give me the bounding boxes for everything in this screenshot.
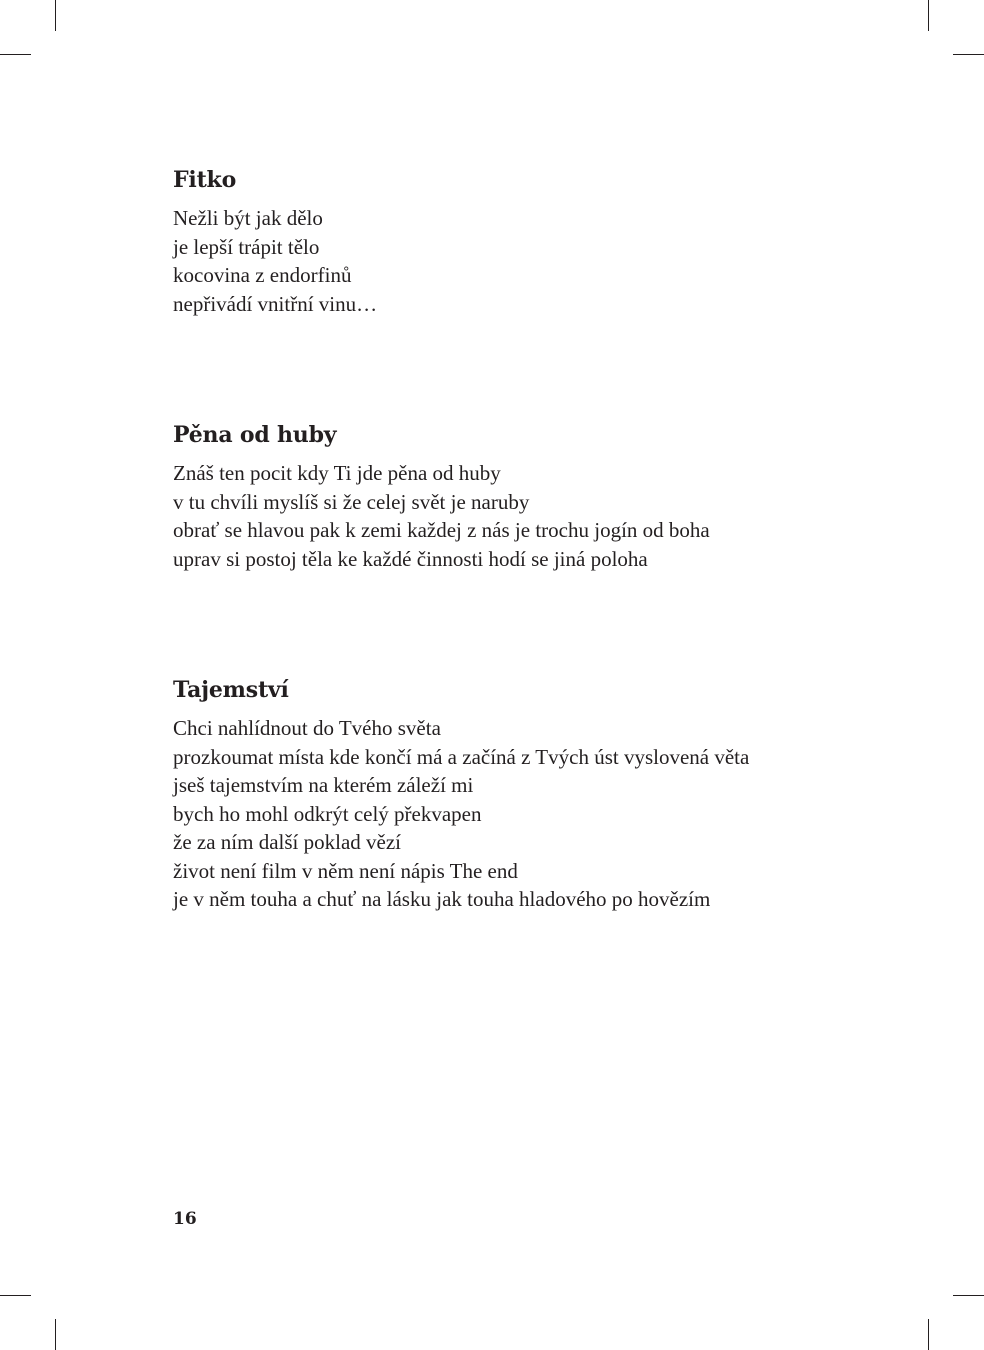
- poem-line: Chci nahlídnout do Tvého světa: [173, 716, 441, 740]
- poem-lines: [173, 204, 873, 318]
- poem-line: Znáš ten pocit kdy Ti jde pěna od huby: [173, 461, 501, 485]
- crop-mark-bottom-left-vertical: [55, 1319, 56, 1350]
- poem-line: život není film v něm není nápis The end: [173, 858, 518, 883]
- crop-mark-top-left-vertical: [55, 0, 56, 31]
- crop-mark-top-left-horizontal: [0, 54, 31, 55]
- poem-line: uprav si postoj těla ke každé činnosti hodí se jiná poloha: [173, 546, 648, 571]
- poem-title: Fitko: [173, 167, 237, 193]
- poem-line: prozkoumat místa kde končí má a začíná z Tvých úst vyslovená věta: [173, 744, 750, 769]
- page-number: 16: [173, 1209, 197, 1229]
- poem-line: v tu chvíli myslíš si že celej svět je naruby: [173, 489, 530, 514]
- poem-title: Tajemství: [173, 677, 289, 703]
- poem-fitko: [173, 166, 873, 318]
- poem-line: kocovina z endorfinů: [173, 263, 352, 287]
- poem-lines: [173, 459, 873, 573]
- poem-title: Pěna od huby: [173, 422, 337, 448]
- crop-mark-bottom-left-horizontal: [0, 1295, 31, 1296]
- poem-line: je lepší trápit tělo: [173, 234, 320, 259]
- poem-line: nepřivádí vnitřní vinu…: [173, 291, 378, 316]
- poem-line: Nežli být jak dělo: [173, 206, 323, 230]
- crop-mark-top-right-vertical: [928, 0, 929, 31]
- poem-pena-od-huby: [173, 421, 873, 573]
- poem-line: že za ním další poklad vězí: [173, 830, 401, 854]
- crop-mark-bottom-right-vertical: [928, 1319, 929, 1350]
- crop-mark-top-right-horizontal: [953, 54, 984, 55]
- poem-tajemstvi: [173, 676, 873, 914]
- crop-mark-bottom-right-horizontal: [953, 1295, 984, 1296]
- poem-line: jseš tajemstvím na kterém záleží mi: [173, 773, 474, 797]
- poem-line: je v něm touha a chuť na lásku jak touha hladového po hovězím: [173, 887, 711, 911]
- poem-line: bych ho mohl odkrýt celý překvapen: [173, 801, 482, 826]
- poem-lines: [173, 714, 873, 914]
- poem-line: obrať se hlavou pak k zemi každej z nás je trochu jogín od boha: [173, 518, 710, 542]
